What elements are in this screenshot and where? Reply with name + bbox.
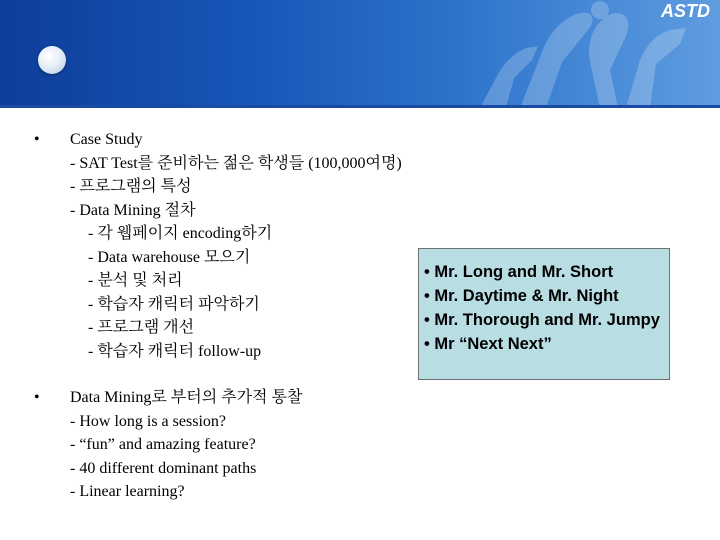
title-bullet-orb-icon: [38, 46, 66, 74]
header-banner: [0, 0, 720, 108]
insight-line: - How long is a session?: [70, 412, 226, 430]
case-study-line: - SAT Test를 준비하는 젊은 학생들 (100,000여명): [70, 154, 402, 172]
bullet-marker: •: [34, 389, 40, 406]
insights-title: Data Mining로 부터의 추가적 통찰: [70, 389, 303, 406]
mining-step: - 분석 및 처리: [88, 272, 183, 289]
case-study-line: - 프로그램의 특성: [70, 178, 192, 195]
banner-rule: [0, 105, 720, 108]
case-study-line: - Data Mining 절차: [70, 201, 196, 219]
spacer: [34, 363, 424, 386]
mining-step: - 학습자 캐릭터 파악하기: [88, 295, 260, 313]
mining-step: - 학습자 캐릭터 follow-up: [88, 342, 262, 360]
mining-step: - 프로그램 개선: [88, 319, 195, 336]
insights-block: [34, 386, 424, 504]
astd-logo: ASTD: [661, 1, 710, 21]
learner-types-list: [424, 260, 660, 356]
mining-step: - Data warehouse 모으기: [88, 248, 251, 266]
insight-line: - 40 different dominant paths: [70, 459, 257, 477]
learner-type-item: • Mr. Daytime & Mr. Night: [424, 287, 619, 305]
learner-type-item: • Mr “Next Next”: [424, 335, 552, 353]
insight-line: - “fun” and amazing feature?: [70, 436, 256, 453]
bullet-marker: •: [34, 131, 40, 148]
insight-line: - Linear learning?: [70, 483, 185, 500]
mining-step: - 각 웹페이지 encoding하기: [88, 225, 273, 242]
case-study-block: [34, 128, 424, 363]
slide-body: [34, 128, 424, 504]
case-study-title: Case Study: [70, 131, 143, 148]
learner-type-item: • Mr. Thorough and Mr. Jumpy: [424, 311, 660, 329]
learner-type-item: • Mr. Long and Mr. Short: [424, 263, 614, 281]
